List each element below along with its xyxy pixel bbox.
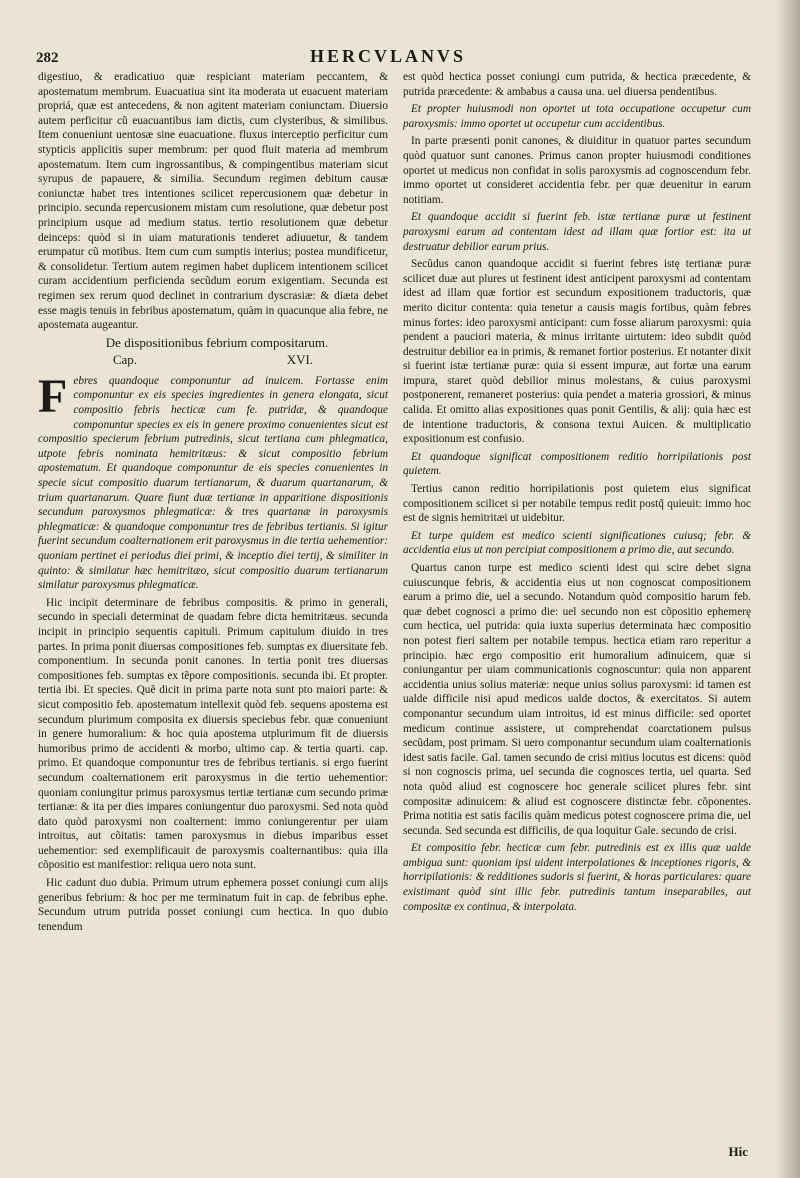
text-quotation: Et quandoque accidit si fuerint feb. istæ tertianæ puræ ut festinent paroxysmi earum ad contentam idest ad illam quæ fortior est: ita ut destruatur debilior earum prius. [403, 211, 751, 253]
commentary-paragraph: est quòd hectica posset coniungi cum putrida, & hectica præcedente, & putrida præcedente: & ambabus a causa una. uel diuersa pendentibus. [403, 71, 751, 98]
text-quotation: Et quandoque significat compositionem reditio horripilationis post quietem. [403, 450, 751, 478]
text-quotation: Et compositio febr. hecticæ cum febr. putredinis est ex illis quæ ualde ambigua sunt: quoniam ipsi uident interpolationes & inceptiones rigoris, & horripilationis: & redditiones sudoris si fuerint, & horas particulares: quare existimant quòd sint illic febr. putredinis tantum inseparabiles, aut compositæ ex continua, & interpolata. [403, 842, 751, 913]
drop-cap-initial: F [38, 369, 68, 423]
chapter-heading: De dispositionibus febrium compositarum. [105, 334, 329, 350]
catchword: Hic [728, 1144, 748, 1159]
commentary-paragraph: Secũdus canon quandoque accidit si fuerint febres istę tertianæ puræ scilicet duæ aut plures ut festinent idest anticipent paroxysmi ad contentam idest ad illam quæ fortior est secundum expositionem traductoris, quæ merito dicitur contenta: quia tenetur a causis magis fortibus, quàm febres minus fortes: ideo paroxysmi anticipant: cum fosse aliarum paroxysmi: quia pendent a pauciori materia, & minus irritante uirtutem: ideo subdit quòd destruitur debilior ea in primis, & remanet fortior posterius. Et notanter dixit si fuerint istæ tertianæ puræ: quia si essent impuræ, aut fortæ una earum impura, staret quòd debilior minus molestans, & cuius paroxysmi postponerent, remaneret posterius: quia pendet a materia grossiori, & minus calida. Et omitto alias expositiones quas ponit Gentilis, & alij: quia hæc est de intentione traductoris, & consona textui Auicen. & multiplicatio expositionum est confusio. [403, 258, 751, 446]
commentary-paragraph: Hic incipit determinare de febribus compositis. & primo in generali, secundo in speciali determinat de quadam febre dicta hemitritæus. secunda incipit in principio sequentis capituli. Primum capitulum diuido in tres partes. In prima ponit diuersas compositiones feb. sumptas ex diuersitate feb. componentium. In secunda ponit canones. In tertia ponit tres diuersas compositiones feb. sumptas ex tẽpore compositionis. secunda ibi. Et propter. tertia ibi. Et species. Quẽ dicit in prima parte nota sunt pto maiori parte: & sicut compositio feb. apostematum intellexit quòd feb. sequens apostema est secundum plurimum composita ex diuersis speciebus febr. quæ conueniunt in genere humoralium: & hoc quia apostema utplurimum fit de diuersis humoribus primo de accidenti & morbo, ultimo cap. & tertia quarti. cap. primo. Et quandoque componuntur tres de febribus tertianis. si ergo fuerint secundum coalternationem erit paroxysmus in die tertio uehementior: quoniam coniungitur primus paroxysmus tertiæ tertianæ cum secundo primæ tertianæ: & ita per dies impares coniungentur duo paroxysmi. Sed nota quòd dato quòd paroxysmi non coalternent: immo coniungerentur per uiam introitus, aut cõitatis: tamen paroxysmus in diebus imparibus esset uehementior: sed exemplificauit de paroxysmis coalternantibus: quia illa cõpositio est manifestior: reliqua uero nota sunt. [38, 596, 388, 872]
text-quotation: Et turpe quidem est medico scienti significationes cuiusq; febr. & accidentia eius ut non percipiat compositionem a primo die, aut secundo. [403, 529, 751, 557]
page-number: 282 [36, 50, 59, 66]
commentary-paragraph: Quartus canon turpe est medico scienti idest qui scire debet signa cuiuscunque febris, & accidentia eius ut non cognoscat compositionem earum a primo die, uel a secundo. Notandum quòd compositio harum feb. quæ debet cognosci a primo die: uel secundo non est cõpositio ephemerę cum hectica, uel putrida: quia iuxta superius determinata hæc compositio non potest fieri saltem per notabile tempus. hectica etiam raro reperitur a principio. hæc ergo compositio erit humoralium adinuicem, quæ si coniungantur per uiam communicationis cognoscuntur: quia non apparent accidentia unius solius materiæ: neque unius solius paroxysmi: id tamen est ualde difficile nisi apud medicos ualde doctos, & exercitatos. Si autem componantur secundum uiam introitus, id est minus difficile: sed oportet medicum continue assistere, ut comprehendat coarctationem pulsus secũdam, post primam. Si uero componantur secundum uiam coalternationis idest satis facile. Gal. tamen secundo de crisi mitius locutus est dicens: quòd si non cognoscis prima, uel secunda die cognosces tertia, uel quarta. Sed nota quòd aliud est cognoscere hoc generale scilicet plures febr. sint compositæ adinuicem: & aliud est cognoscere distinctæ febr. cõponentes. Prima notitia est satis facilis quàm medicus potest cognoscere prima die, uel secunda. Sed secunda est difficilis, de qua loquitur Gale. secundo de crisi. [403, 562, 751, 837]
left-column [38, 70, 388, 937]
commentary-paragraph: Hic cadunt duo dubia. Primum utrum ephemera posset coniungi cum alijs generibus febrium: & hoc per me terminatum fuit in cap. de febribus ephe. Secundum utrum putrida posset coniungi cum hectica. In quo dubio tenendum [38, 877, 388, 933]
commentary-paragraph: In parte præsenti ponit canones, & diuiditur in quatuor partes secundum quòd quatuor sunt canones. Primus canon propter huiusmodi conditiones oportet ut medicus non confidat in solis paroxysmis ad cognoscendum febr. immo oportet ut consideret accidentia febr. per quæ deuenitur in earum notitiam. [403, 135, 751, 206]
right-column [403, 70, 751, 917]
chapter-roman-numeral: XVI. [286, 352, 314, 368]
avicenna-text-body: ebres quandoque componuntur ad inuicem. Fortasse enim componuntur ex eis species ingredientes in genera elongata, sicut compositio febris hecticæ cum fe. putridæ, & quandoque componuntur species ex eis in genere proximo conuenientes sicut est compositio specierum febrium putredinis, sicut tertiana cum phlegmatica, utpote febris nominata hemitritæus: & sicut compositio febrium apostematum. Et quandoque componuntur de eis species conuenientes in specie sicut compositio duarum tertianarum, & duarum quartanarum, & trium quartanarum. Quare fiunt duæ tertianæ in apparitione dispositionis secundum paroxysmos phlegmaticæ: & tres quartanæ in paroxysmis phlegmaticæ: & quandoque componuntur tres de febribus tertianis. Si igitur fuerint secundum coalternationem erit paroxysmus in die tertia uehementior: quoniam pertinet ei periodus diei primi, & inceptio diei tertij, & similiter in quinto: & similatur hæc hemitritæo, sicut compositio duarum tertianarum similatur paroxysmus phlegmaticæ. [38, 374, 388, 592]
commentary-paragraph: Tertius canon reditio horripilationis post quietem eius significat compositionem scilicet si per notabile tempus redit postq̃ quieuit: immo hoc est de signis hemitritæi ut uidebitur. [403, 483, 751, 525]
avicenna-text [38, 369, 388, 593]
running-title: HERCVLANVS [310, 46, 467, 66]
page-spine-shadow [776, 0, 800, 1178]
text-quotation: Et propter huiusmodi non oportet ut tota occupatione occupetur cum paroxysmis: immo oportet ut occupetur cum accidentibus. [403, 103, 751, 130]
chapter-number-line [38, 353, 388, 368]
chapter-cap-label: Cap. [112, 352, 138, 368]
commentary-paragraph: digestiuo, & eradicatiuo quæ respiciant materiam peccantem, & apostematum membrum. Euacuatiua sint ita moderata ut euacuent materiam propriá, quæ est antecedens, & non agitent materiam coniunctam. Diuersio autem perficitur cũ euacuantibus iam dictis, cum clysteribus, & similibus. Item conueniunt uentosæ sine euacuatione. fluxus interceptio perficitur cum stypticis applicitis super membrum: per quod fluit materia ad membrum apostematum. Item cum ingrossantibus, & compingentibus materiam sicut syrupus de papauere, & similia. Secundum regimen debitum causæ coniunctæ habet tres intentiones scilicet repercusionem quæ debetur in principio. secunda repercusionem mistam cum resolutione, quæ debetur post principium usque ad medium status. tertio resolutionem quæ debetur deinceps: quòd si in uiam maturationis tenderet adiuuetur, & tandem erumpatur cũ motibus. Item cum cum sumptis interius; postea mundificetur, & consolidetur. Tertium autem regimen habet duplicem intentionem scilicet curam accidentium perficienda secũdum eorum exigentiam. Secunda est regimen sex rerum quod declinet in contrarium dyscrasiæ: & diæta debet esse magis tenuis in febribus apostematum, quàm in quacunque alia febre, ne apostemata augeantur. [38, 71, 388, 332]
